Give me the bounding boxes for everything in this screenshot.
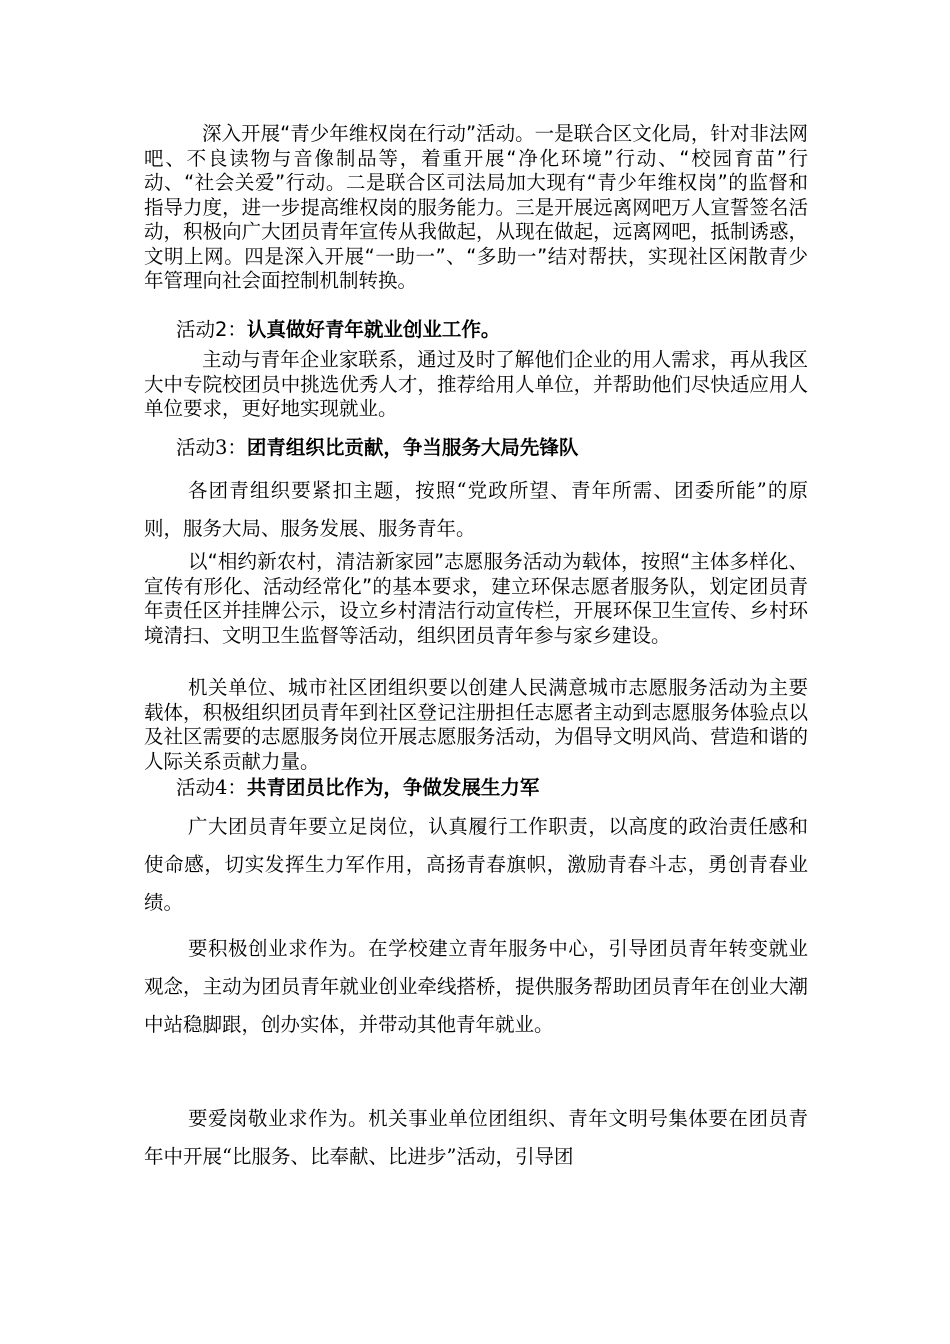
heading-activity-4-title: 共青团员比作为，争做发展生力军 — [246, 776, 540, 799]
heading-activity-2-prefix: 活动2： — [176, 318, 247, 341]
paragraph-entrepreneurship: 要积极创业求作为。在学校建立青年服务中心，引导团员青年转变就业观念，主动为团员青年就业创业牵线搭桥，提供服务帮助团员青年在创业大潮中站稳脚跟，创办实体，并带动其他青年就业。 — [144, 937, 808, 1036]
paragraph-rural-volunteer: 以“相约新农村，清洁新家园”志愿服务活动为载体，按照“主体多样化、宣传有形化、活动经常化”的基本要求，建立环保志愿者服务队，划定团员青年责任区并挂牌公示，设立乡村清洁行动宣传栏，开展环保卫生宣传、乡村环境清扫、文明卫生监督等活动，组织团员青年参与家乡建设。 — [144, 550, 808, 647]
paragraph-employment: 主动与青年企业家联系，通过及时了解他们企业的用人需求，再从我区大中专院校团员中挑选优秀人才，推荐给用人单位，并帮助他们尽快适应用人单位要求，更好地实现就业。 — [144, 348, 808, 420]
heading-activity-3-prefix: 活动3： — [176, 436, 247, 459]
paragraph-urban-volunteer: 机关单位、城市社区团组织要以创建人民满意城市志愿服务活动为主要载体，积极组织团员青年到社区登记注册担任志愿者主动到志愿服务体验点以及社区需要的志愿服务岗位开展志愿服务活动，为倡导文明风尚、营造和谐的人际关系贡献力量。 — [144, 676, 808, 773]
paragraph-dedication: 要爱岗敬业求作为。机关事业单位团组织、青年文明号集体要在团员青年中开展“比服务、比奉献、比进步”活动，引导团 — [144, 1107, 808, 1168]
heading-activity-4 — [176, 776, 816, 801]
paragraph-youth-rights: 深入开展“青少年维权岗在行动”活动。一是联合区文化局，针对非法网吧、不良读物与音像制品等，着重开展“净化环境”行动、“校园育苗”行动、“社会关爱”行动。二是联合区司法局加大现有“青少年维权岗”的监督和指导力度，进一步提高维权岗的服务能力。三是开展远离网吧万人宣誓签名活动，积极向广大团员青年宣传从我做起，从现在做起，远离网吧，抵制诱惑，文明上网。四是深入开展“一助一”、“多助一”结对帮扶，实现社区闲散青少年管理向社会面控制机制转换。 — [144, 122, 808, 292]
heading-activity-3 — [176, 436, 816, 461]
paragraph-members-role: 广大团员青年要立足岗位，认真履行工作职责，以高度的政治责任感和使命感，切实发挥生力军作用，高扬青春旗帜，激励青春斗志，勇创青春业绩。 — [144, 815, 808, 914]
heading-activity-2-title: 认真做好青年就业创业工作。 — [246, 318, 501, 341]
heading-activity-3-title: 团青组织比贡献，争当服务大局先锋队 — [246, 436, 579, 459]
paragraph-league-organizations: 各团青组织要紧扣主题，按照“党政所望、青年所需、团委所能”的原则，服务大局、服务发展、服务青年。 — [144, 479, 808, 540]
heading-activity-2 — [176, 318, 816, 343]
heading-activity-4-prefix: 活动4： — [176, 776, 247, 799]
